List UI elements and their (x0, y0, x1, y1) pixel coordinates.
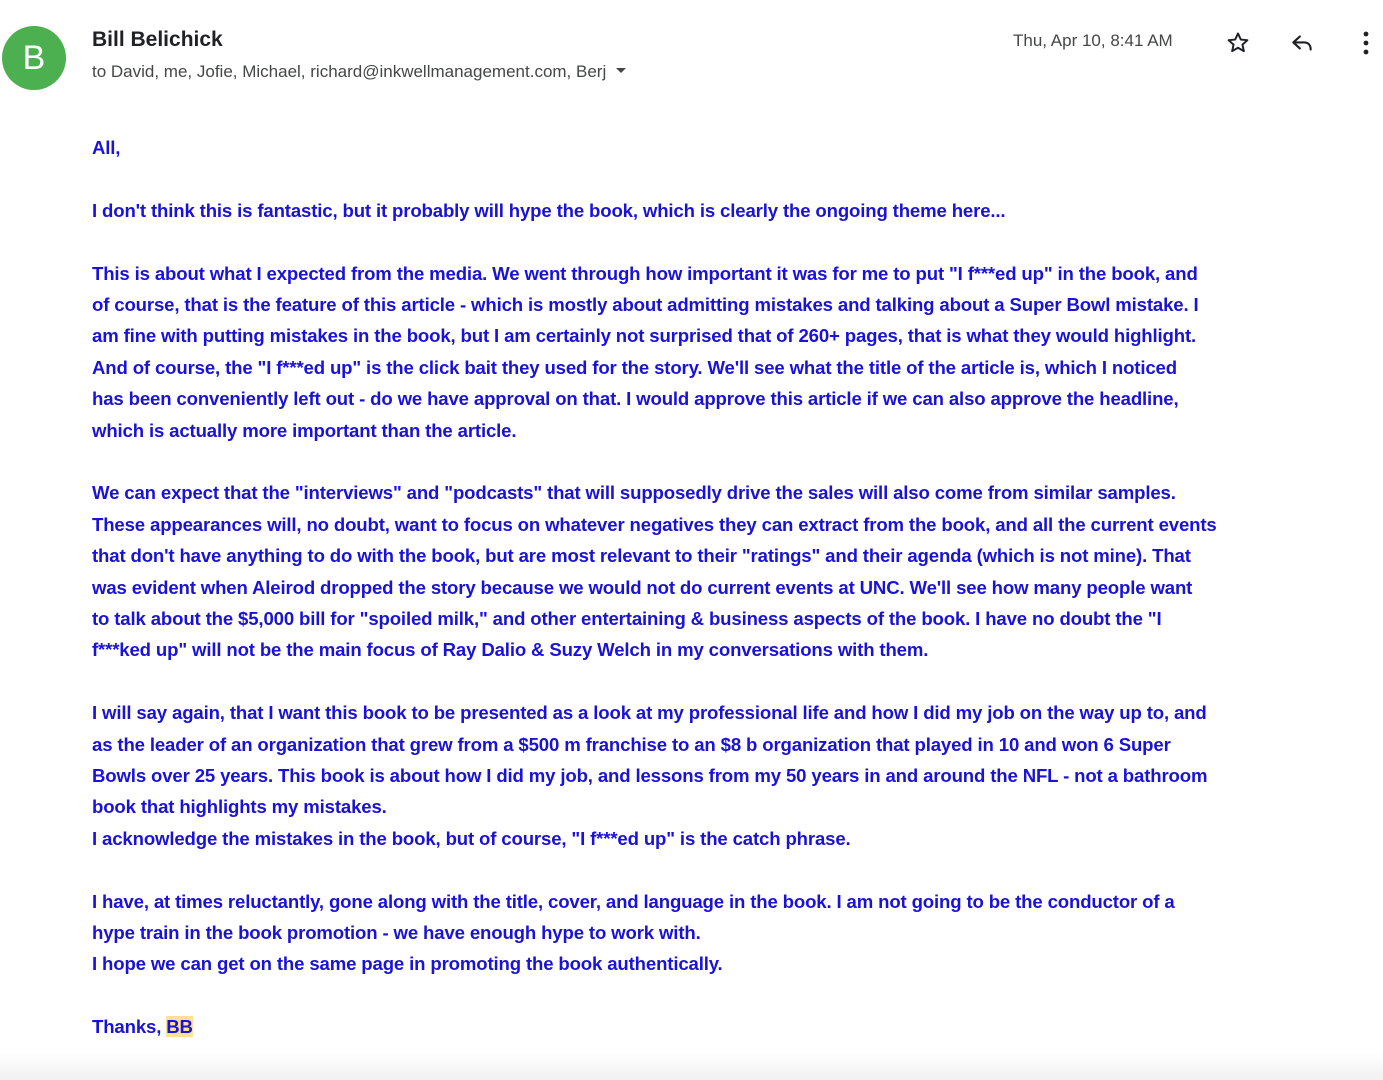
paragraph-2 (92, 258, 1382, 446)
greeting: All, (92, 137, 121, 158)
body-line: This is about what I expected from the media. We went through how important it was for me to put "I f***ed up" in the book, and (92, 262, 1198, 284)
body-line: as the leader of an organization that grew from a $500 m franchise to an $8 b organization that played in 10 and won 6 Super (92, 733, 1171, 755)
body-line: I will say again, that I want this book to be presented as a look at my professional life and how I did my job on the way up to, and (92, 702, 1207, 724)
sender-avatar[interactable]: B (2, 26, 66, 90)
paragraph-4 (92, 697, 1382, 854)
paragraph-5 (92, 886, 1382, 980)
recipients-line[interactable] (92, 62, 626, 82)
paragraph-3 (92, 477, 1382, 665)
body-line: book that highlights my mistakes. (92, 796, 387, 818)
body-line: I acknowledge the mistakes in the book, but of course, "I f***ed up" is the catch phrase. (92, 827, 851, 849)
body-line: And of course, the "I f***ed up" is the click bait they used for the story. We'll see what the title of the article is, which I noticed (92, 356, 1177, 378)
body-line: to talk about the $5,000 bill for "spoiled milk," and other entertaining & business aspects of the book. I have no doubt the "I (92, 608, 1162, 630)
body-line: I have, at times reluctantly, gone along with the title, cover, and language in the book. I am not going to be the conductor of a (92, 890, 1175, 912)
body-line: We can expect that the "interviews" and "podcasts" that will supposedly drive the sales will also come from similar samples. (92, 482, 1176, 504)
body-line: that don't have anything to do with the book, but are most relevant to their "ratings" and their agenda (which is not mine). That (92, 545, 1191, 567)
body-line: of course, that is the feature of this article - which is mostly about admitting mistakes and talking about a Super Bowl mistake. I (92, 294, 1199, 315)
show-details-caret-icon[interactable] (616, 68, 626, 73)
body-line: was evident when Aleirod dropped the story because we would not do current events at UNC. We'll see how many people want (92, 576, 1193, 598)
star-button[interactable] (1221, 26, 1255, 60)
email-date: Thu, Apr 10, 8:41 AM (1013, 31, 1173, 50)
recipients-text: to David, me, Jofie, Michael, richard@inkwellmanagement.com, Berj (92, 62, 607, 81)
body-line: Bowls over 25 years. This book is about how I did my job, and lessons from my 50 years in and around the NFL - not a bathroom (92, 765, 1208, 787)
reply-button[interactable] (1285, 26, 1319, 60)
body-line: am fine with putting mistakes in the book, but I am certainly not surprised that of 260+ pages, that is what they would highlight. (92, 325, 1197, 347)
more-vert-icon (1362, 30, 1370, 56)
body-line: which is actually more important than the article. (92, 419, 517, 441)
body-line: hype train in the book promotion - we have enough hype to work with. (92, 922, 701, 944)
body-line: I hope we can get on the same page in promoting the book authentically. (92, 953, 723, 975)
body-line: has been conveniently left out - do we have approval on that. I would approve this article if we can also approve the headline, (92, 388, 1179, 410)
sender-name[interactable]: Bill Belichick (92, 28, 223, 51)
signoff-text: Thanks, (92, 1016, 167, 1038)
reply-icon (1289, 30, 1315, 56)
bottom-fade (0, 1052, 1383, 1080)
email-body (92, 132, 1382, 1074)
more-options-button[interactable] (1349, 26, 1383, 60)
body-line: I don't think this is fantastic, but it probably will hype the book, which is clearly the ongoing theme here... (92, 199, 1006, 221)
star-icon (1225, 30, 1251, 56)
body-line: These appearances will, no doubt, want to focus on whatever negatives they can extract from the book, and all the current events (92, 513, 1217, 535)
signoff-initials: BB (166, 1016, 193, 1038)
paragraph-1 (92, 195, 1382, 226)
body-line: f***ked up" will not be the main focus of Ray Dalio & Suzy Welch in my conversations with them. (92, 639, 929, 661)
signoff (92, 1011, 1382, 1042)
